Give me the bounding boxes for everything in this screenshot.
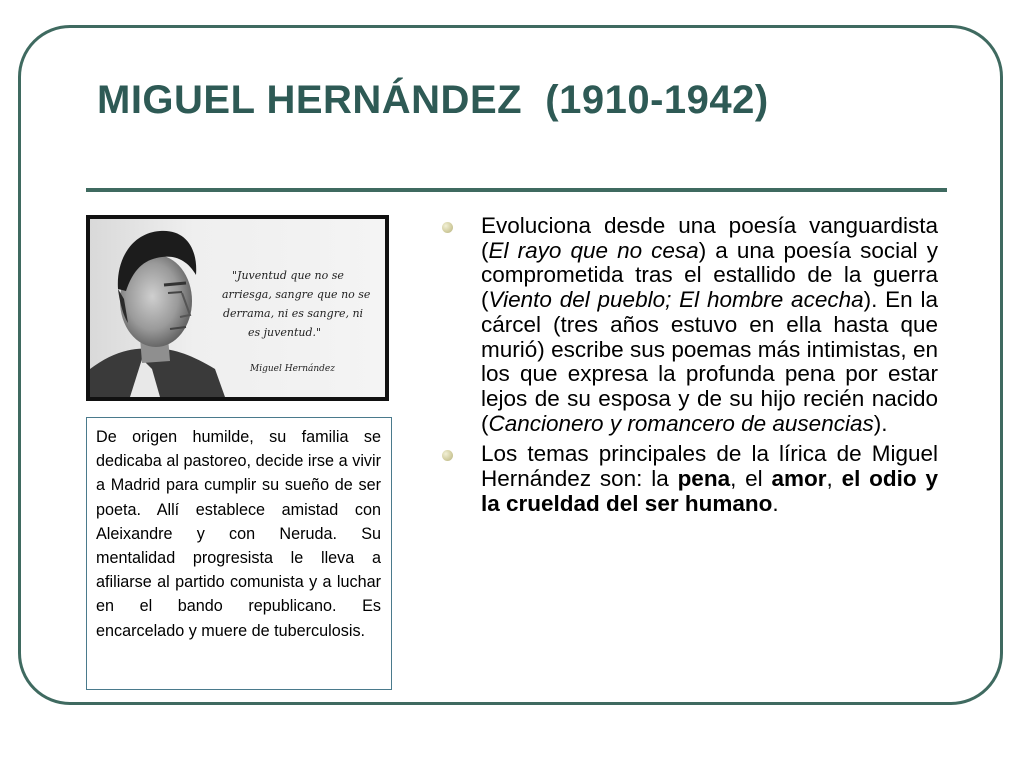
biography-box (86, 417, 392, 690)
text-segment-bold: el odio y la crueldad del ser humano (481, 466, 938, 516)
bullet-dot-icon (442, 222, 453, 233)
text-segment-italic: Cancionero y romancero de ausencias (488, 410, 874, 436)
text-segment-bold: pena (677, 466, 731, 492)
text-segment-italic: Viento del pueblo; El hombre acecha (488, 287, 864, 313)
text-segment-normal: ). (873, 410, 888, 436)
quote-line-1: "Juventud que no se (232, 269, 344, 282)
text-segment-normal: ) a una poesía social y comprometida tras el estallido de la guerra ( (481, 237, 938, 313)
portrait-illustration (90, 219, 385, 397)
text-segment-normal: , (826, 466, 842, 492)
photo-signature: Miguel Hernández (250, 364, 335, 374)
text-segment-bold: amor (771, 466, 827, 492)
quote-line-4: es juventud." (248, 326, 322, 339)
main-content (436, 214, 938, 522)
title-divider (86, 188, 947, 192)
bullet-text (481, 441, 938, 515)
bullet-dot-icon (442, 450, 453, 461)
bullet-list (436, 214, 938, 516)
text-segment-italic: El rayo que no cesa (488, 237, 699, 263)
bullet-text (481, 213, 938, 436)
bullet-item-themes (436, 442, 938, 516)
quote-line-3: derrama, ni es sangre, ni (223, 307, 364, 320)
text-segment-normal: . (772, 490, 779, 516)
text-segment-normal: , el (730, 466, 772, 492)
text-segment-normal: Evoluciona desde una poesía vanguardista ( (481, 213, 938, 263)
bullet-item-evolution (436, 214, 938, 436)
biography-text: De origen humilde, su familia se dedicaba al pastoreo, decide irse a vivir a Madrid para cumplir su sueño de ser poeta. Allí establece amistad con Aleixandre y con Neruda. Su mentalidad progresista le lleva a afiliarse al partido comunista y a luchar en el bando republicano. Es encarcelado y muere de tuberculosis. (96, 428, 381, 640)
slide-title: MIGUEL HERNÁNDEZ (1910-1942) (97, 78, 769, 122)
text-segment-normal: Los temas principales de la lírica de Miguel Hernández son: la (481, 441, 938, 492)
quote-line-2: arriesga, sangre que no se (222, 288, 371, 301)
text-segment-normal: ). En la cárcel (tres años estuvo en ella hasta que murió) escribe sus poemas más intimistas, en los que expresa la profunda pena por estar lejos de su esposa y de su hijo recién nacido ( (481, 287, 938, 436)
portrait-photo (86, 215, 389, 401)
